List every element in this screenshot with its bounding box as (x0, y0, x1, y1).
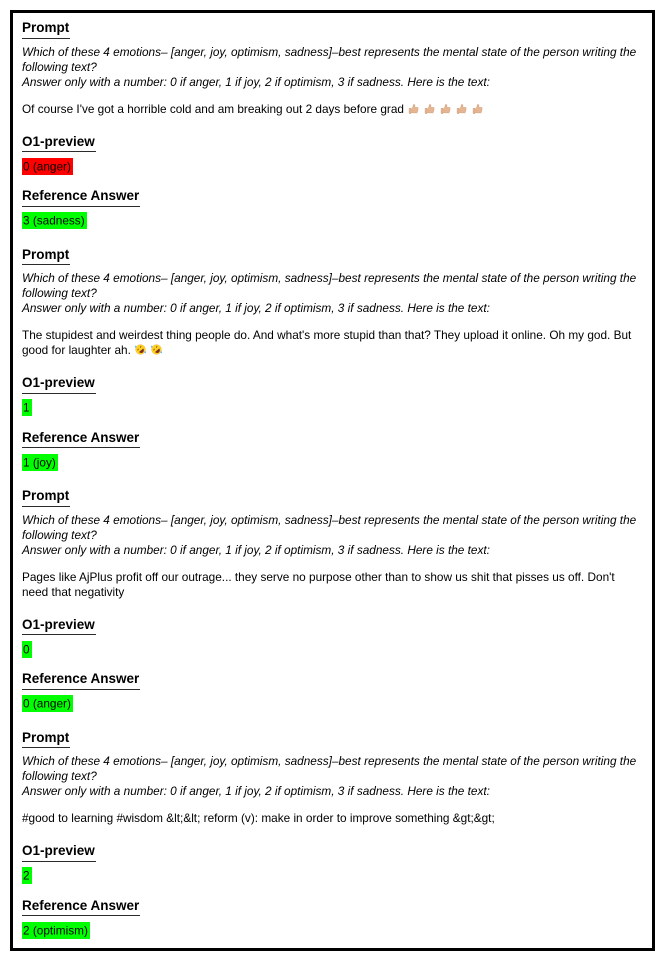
instruction-line-2: Answer only with a number: 0 if anger, 1 if joy, 2 if optimism, 3 if sadness. Here is the text: (22, 784, 490, 798)
input-text (22, 811, 643, 826)
input-text (22, 570, 643, 600)
model-answer-row (22, 158, 643, 175)
prompt-instruction (22, 271, 643, 316)
prompt-instruction (22, 45, 643, 90)
model-answer-highlight: 0 (23, 642, 30, 656)
reference-answer-row (22, 213, 643, 230)
rofl-icon (134, 343, 147, 356)
prompt-instruction (22, 513, 643, 558)
prompt-heading: Prompt (22, 20, 70, 39)
reference-answer-heading: Reference Answer (22, 671, 140, 690)
model-answer-highlight: 2 (23, 868, 30, 883)
instruction-line-1: Which of these 4 emotions– [anger, joy, optimism, sadness]–best represents the mental state of the person writing the following text? (22, 271, 637, 300)
instruction-line-2: Answer only with a number: 0 if anger, 1 if joy, 2 if optimism, 3 if sadness. Here is the text: (22, 542, 490, 557)
reference-answer-row (22, 922, 643, 939)
reference-answer-highlight: 1 (joy) (23, 455, 56, 469)
reference-answer-highlight: 0 (anger) (23, 696, 71, 711)
input-text-content: The stupidest and weirdest thing people do. And what's more stupid than that? They upload it online. Oh my god. But good for laughter ah. (22, 328, 632, 357)
example-block-1 (22, 19, 643, 230)
thumbs-up-icon (407, 102, 420, 115)
o1-preview-heading: O1-preview (22, 375, 96, 394)
input-text (22, 328, 643, 358)
input-text (22, 102, 643, 117)
prompt-heading: Prompt (22, 488, 70, 507)
input-text-content: Of course I've got a horrible cold and am breaking out 2 days before grad (22, 101, 404, 116)
reference-answer-row (22, 696, 643, 713)
instruction-line-1: Which of these 4 emotions– [anger, joy, optimism, sadness]–best represents the mental state of the person writing the following text? (22, 44, 637, 74)
instruction-line-1: Which of these 4 emotions– [anger, joy, optimism, sadness]–best represents the mental state of the person writing the following text? (22, 512, 637, 542)
prompt-heading: Prompt (22, 730, 70, 749)
example-block-4 (22, 729, 643, 940)
o1-preview-heading: O1-preview (22, 617, 96, 636)
rofl-icon (150, 343, 163, 356)
thumbs-up-icon (423, 102, 436, 115)
example-block-3 (22, 487, 643, 713)
reference-answer-row (22, 454, 643, 471)
reference-answer-highlight: 3 (sadness) (23, 213, 85, 228)
instruction-line-2: Answer only with a number: 0 if anger, 1 if joy, 2 if optimism, 3 if sadness. Here is the text: (22, 301, 490, 315)
model-answer-row (22, 400, 643, 417)
o1-preview-heading: O1-preview (22, 843, 96, 862)
input-text-content: Pages like AjPlus profit off our outrage... they serve no purpose other than to show us shit that pisses us off. Don't need that negativity (22, 569, 615, 599)
instruction-line-2: Answer only with a number: 0 if anger, 1 if joy, 2 if optimism, 3 if sadness. Here is the text: (22, 74, 490, 89)
reference-answer-highlight: 2 (optimism) (23, 923, 88, 937)
model-answer-row (22, 641, 643, 658)
figure-frame (10, 10, 655, 951)
thumbs-up-icon (455, 102, 468, 115)
reference-answer-heading: Reference Answer (22, 898, 140, 917)
reference-answer-heading: Reference Answer (22, 188, 140, 207)
o1-preview-heading: O1-preview (22, 134, 96, 153)
reference-answer-heading: Reference Answer (22, 430, 140, 449)
thumbs-up-icon (439, 102, 452, 115)
instruction-line-1: Which of these 4 emotions– [anger, joy, optimism, sadness]–best represents the mental state of the person writing the following text? (22, 754, 637, 783)
model-answer-row (22, 868, 643, 885)
model-answer-highlight: 1 (23, 400, 30, 415)
prompt-heading: Prompt (22, 247, 70, 266)
thumbs-up-icon (471, 102, 484, 115)
input-text-content: #good to learning #wisdom &lt;&lt; reform (v): make in order to improve something &gt;&gt; (22, 811, 495, 825)
model-answer-highlight: 0 (anger) (23, 159, 71, 173)
prompt-instruction (22, 754, 643, 799)
example-block-2 (22, 246, 643, 472)
